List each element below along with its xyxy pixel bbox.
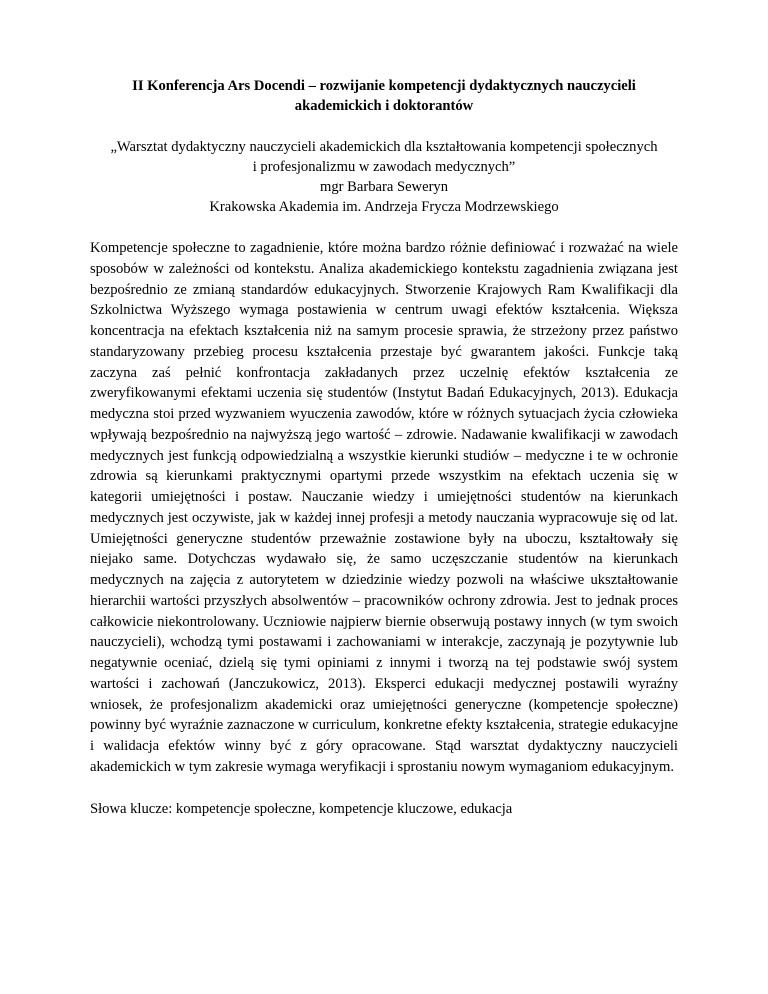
talk-title-line-1: „Warsztat dydaktyczny nauczycieli akademickich dla kształtowania kompetencji społecznych bbox=[110, 139, 658, 155]
talk-header bbox=[90, 137, 678, 217]
conference-title-line-1: II Konferencja Ars Docendi – rozwijanie kompetencji dydaktycznych nauczycieli bbox=[132, 78, 636, 94]
talk-title-line-2: i profesjonalizmu w zawodach medycznych” bbox=[252, 159, 516, 175]
author-affiliation: Krakowska Akademia im. Andrzeja Frycza Modrzewskiego bbox=[209, 199, 559, 215]
author-name: mgr Barbara Seweryn bbox=[319, 179, 449, 195]
conference-title bbox=[90, 76, 678, 116]
conference-title-line-2: akademickich i doktorantów bbox=[294, 98, 474, 114]
keywords-line: Słowa klucze: kompetencje społeczne, kompetencje kluczowe, edukacja bbox=[90, 800, 513, 817]
abstract-paragraph: Kompetencje społeczne to zagadnienie, które można bardzo różnie definiować i rozważać na wiele sposobów w zależności od kontekstu. Analiza akademickiego kontekstu zagadnienia związana jest bezpośrednio ze zmianą standardów edukacyjnych. Stworzenie Krajowych Ram Kwalifikacji dla Szkolnictwa Wyższego wymaga postawienia w centrum uwagi efektów kształcenia. Większa koncentracja na efektach kształcenia niż na samym procesie sprawia, że strzeżony przez państwo standaryzowany przebieg procesu kształcenia przestaje być gwarantem jakości. Funkcje taką zaczyna zaś pełnić konfrontacja zakładanych przez uczelnię efektów kształcenia ze zweryfikowanymi efektami uczenia się studentów (Instytut Badań Edukacyjnych, 2013). Edukacja medyczna stoi przed wyzwaniem wyuczenia zawodów, które w różnych sytuacjach życia człowieka wpływają bezpośrednio na najwyższą jego wartość – zdrowie. Nadawanie kwalifikacji w zawodach medycznych jest funkcją odpowiedzialną a wszystkie kierunki studiów – medyczne i te w ochronie zdrowia są kierunkami praktycznymi opartymi przede wszystkim na efektach uczenia się w kategorii umiejętności i postaw. Nauczanie wiedzy i umiejętności studentów na kierunkach medycznych jest oczywiste, jak w każdej innej profesji a metody nauczania wypracowuje się od lat. Umiejętności generyczne studentów przeważnie zostawione były na uboczu, kształtowały się niejako same. Dotychczas wydawało się, że samo uczęszczanie studentów na kierunkach medycznych na zajęcia z autorytetem w dziedzinie wiedzy pozwoli na właściwe ukształtowanie hierarchii wartości przyszłych absolwentów – pracowników ochrony zdrowia. Jest to jednak proces całkowicie niekontrolowany. Uczniowie najpierw biernie obserwują postawy innych (w tym swoich nauczycieli), wchodzą tymi postawami i zachowaniami w interakcje, zaczynają je pozytywnie lub negatywnie oceniać, dzielą się tymi opiniami z innymi i tworzą na tej podstawie swój system wartości i zachowań (Janczukowicz, 2013). Eksperci edukacji medycznej postawili wyraźny wniosek, że profesjonalizm akademicki oraz umiejętności generyczne (kompetencje społeczne) powinny być wyraźnie zaznaczone w curriculum, konkretne efekty kształcenia, strategie edukacyjne i walidacja efektów winny być z góry opracowane. Stąd warsztat dydaktyczny nauczycieli akademickich w tym zakresie wymaga weryfikacji i sprostaniu nowym wymaganiom edukacyjnym. bbox=[90, 240, 678, 775]
